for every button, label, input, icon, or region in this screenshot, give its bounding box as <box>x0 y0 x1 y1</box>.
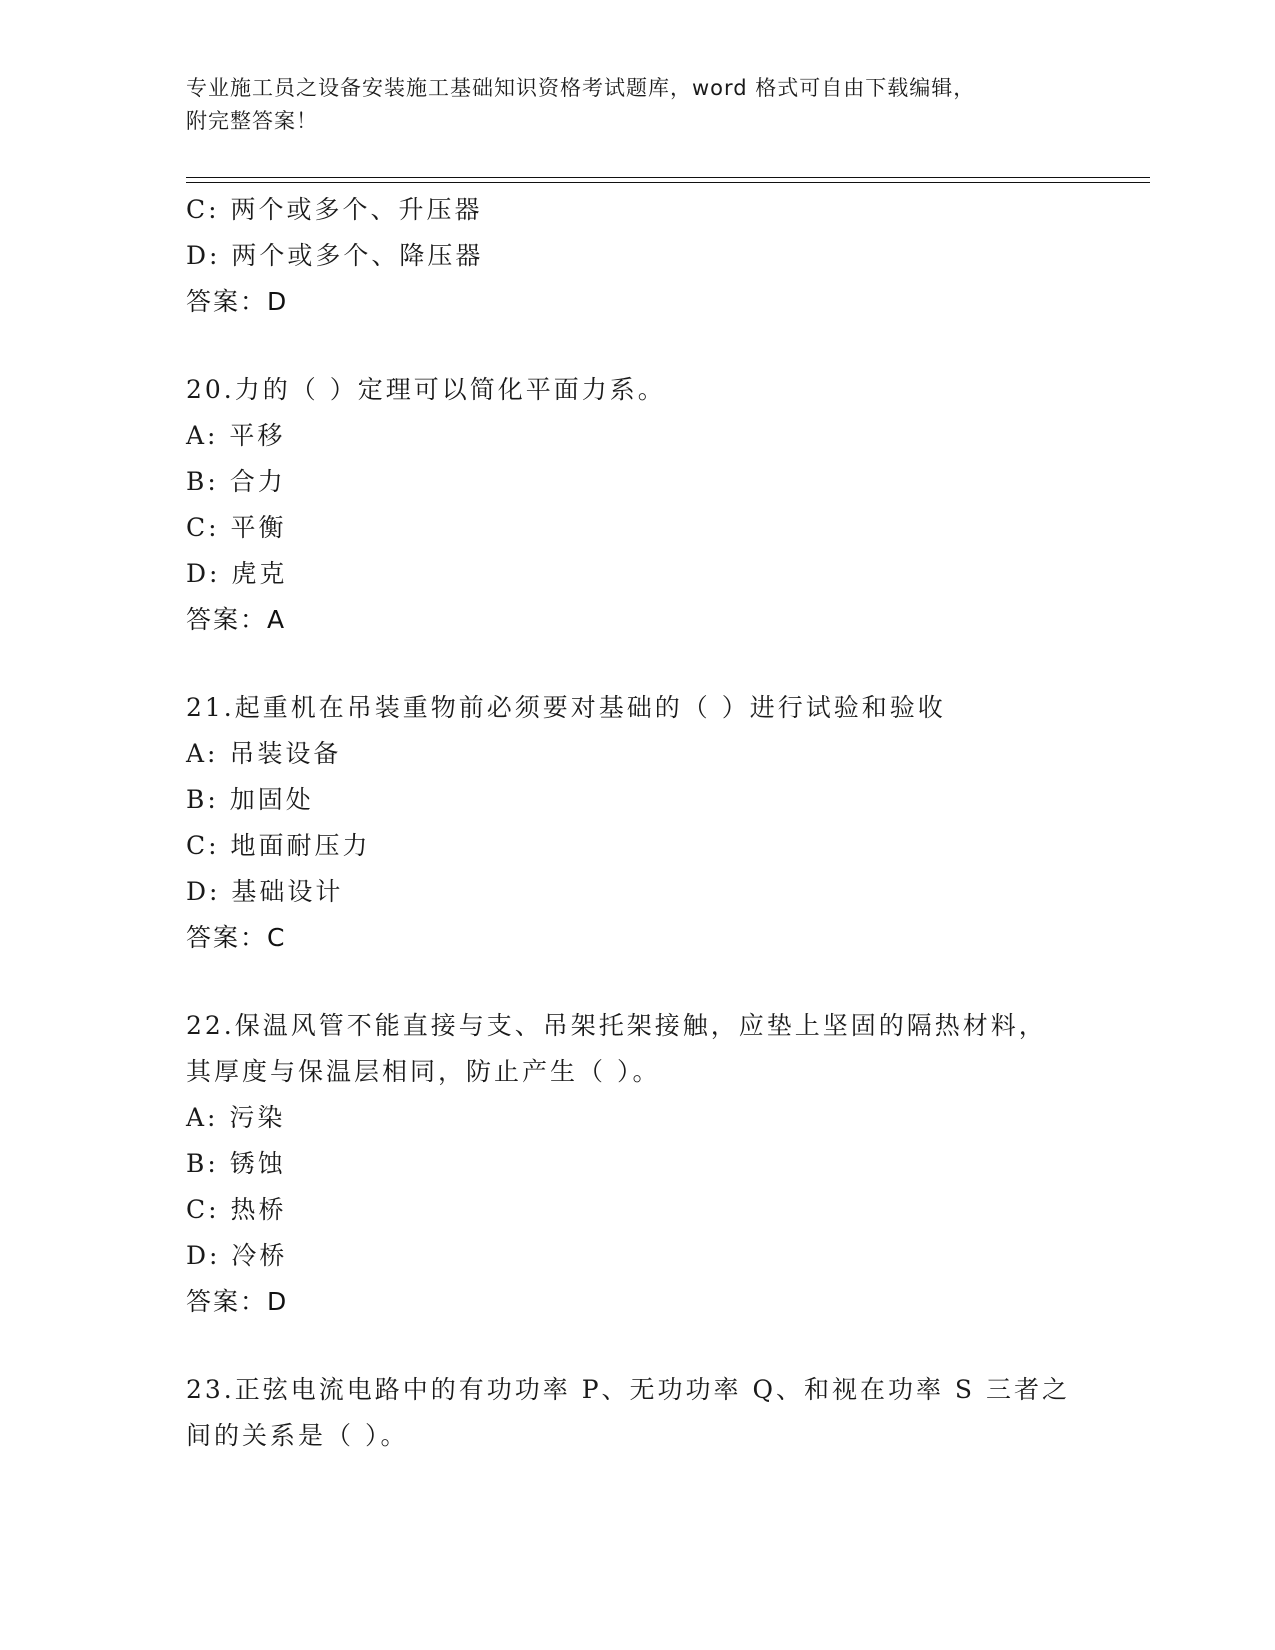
option-c: C: 两个或多个、升压器 <box>186 195 483 224</box>
question-stem-line-1: 23.正弦电流电路中的有功功率 P、无功功率 Q、和视在功率 S 三者之 <box>186 1375 1070 1404</box>
header-line-1: 专业施工员之设备安装施工基础知识资格考试题库，word 格式可自由下载编辑， <box>186 76 976 100</box>
question-21 <box>186 685 1150 961</box>
option-a: A: 平移 <box>186 421 286 450</box>
option-c: C: 地面耐压力 <box>186 831 371 860</box>
option-a: A: 吊装设备 <box>186 739 342 768</box>
question-stem: 20.力的（ ）定理可以简化平面力系。 <box>186 375 666 404</box>
option-b: B: 锈蚀 <box>186 1149 286 1178</box>
option-d: D: 虎克 <box>186 559 288 588</box>
question-stem: 21.起重机在吊装重物前必须要对基础的（ ）进行试验和验收 <box>186 693 946 722</box>
header-divider-top <box>186 177 1150 178</box>
question-20 <box>186 367 1150 643</box>
option-d: D: 冷桥 <box>186 1241 288 1270</box>
question-stem-line-2: 其厚度与保温层相同，防止产生（ ）。 <box>186 1057 661 1086</box>
answer: 答案：D <box>186 1287 289 1316</box>
question-23 <box>186 1367 1150 1459</box>
header-divider-bottom <box>186 182 1150 183</box>
question-22 <box>186 1003 1150 1325</box>
header-line-2: 附完整答案！ <box>186 109 318 133</box>
answer: 答案：A <box>186 605 287 634</box>
question-list <box>186 187 1150 1459</box>
answer: 答案：C <box>186 923 287 952</box>
option-c: C: 平衡 <box>186 513 287 542</box>
answer: 答案：D <box>186 287 289 316</box>
option-d: D: 基础设计 <box>186 877 344 906</box>
option-a: A: 污染 <box>186 1103 286 1132</box>
question-stem-line-2: 间的关系是（ ）。 <box>186 1421 409 1450</box>
question-stem-line-1: 22.保温风管不能直接与支、吊架托架接触，应垫上坚固的隔热材料， <box>186 1011 1047 1040</box>
document-header <box>186 72 1086 138</box>
option-b: B: 合力 <box>186 467 286 496</box>
option-c: C: 热桥 <box>186 1195 287 1224</box>
previous-question-tail <box>186 187 1150 325</box>
option-d: D: 两个或多个、降压器 <box>186 241 484 270</box>
option-b: B: 加固处 <box>186 785 314 814</box>
